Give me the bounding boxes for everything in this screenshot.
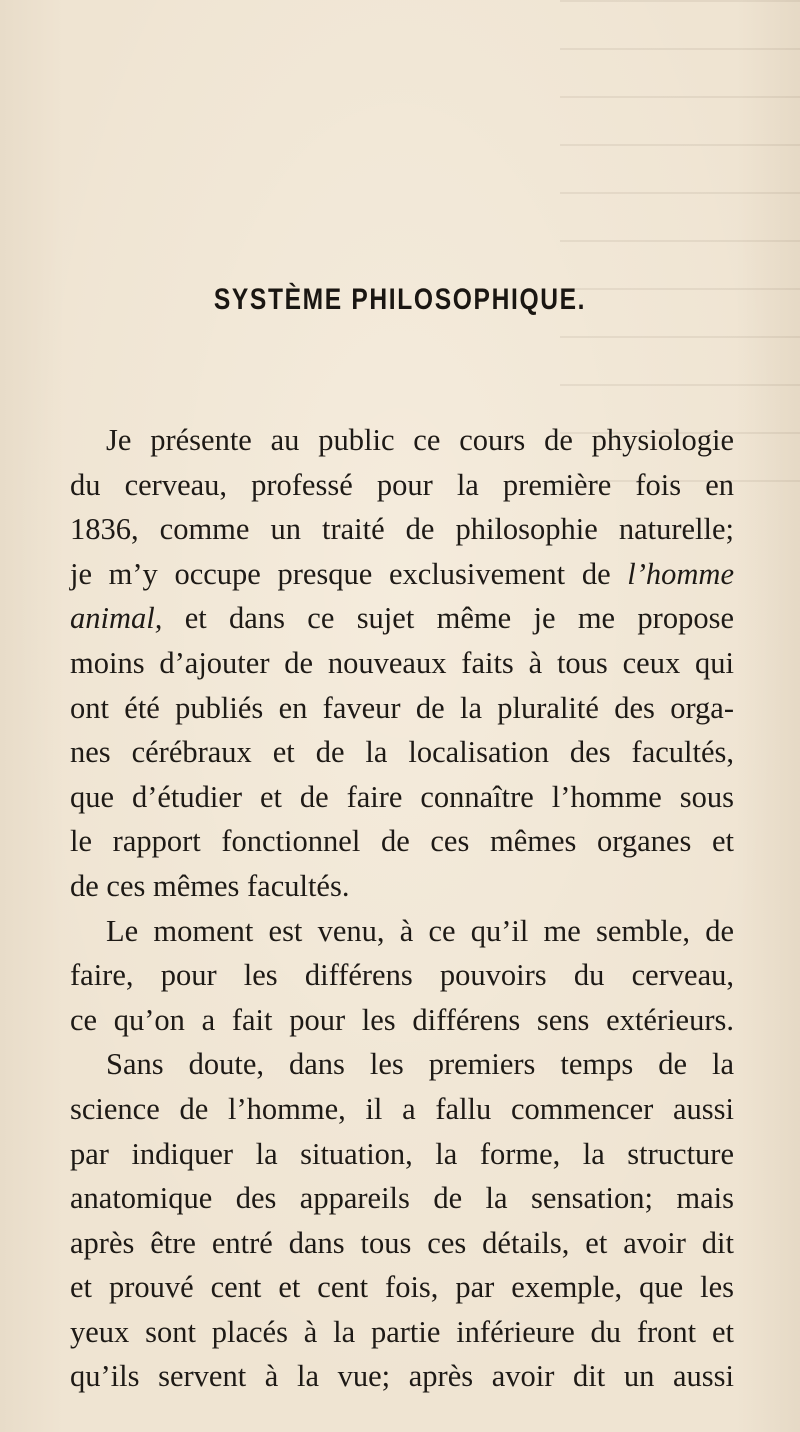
text-line: Le moment est venu, à ce qu’il me semble, de (106, 913, 734, 948)
text-line: 1836, comme un traité de philosophie naturelle; (70, 512, 734, 547)
text-line: ce qu’on a fait pour les différens sens extérieurs. (70, 1002, 734, 1037)
text-line: Je présente au public ce cours de physiologie (106, 423, 734, 457)
text-line: de ces mêmes facultés. (70, 868, 350, 903)
italic-text: animal, (70, 601, 163, 636)
text-line: le rapport fonctionnel de ces mêmes organes et (70, 824, 734, 859)
text-line: yeux sont placés à la partie inférieure du front et (70, 1314, 734, 1349)
text-line: après être entré dans tous ces détails, et avoir dit (70, 1225, 734, 1260)
text-line (70, 596, 734, 641)
text-line: Sans doute, dans les premiers temps de la (106, 1047, 734, 1082)
text-line: et prouvé cent et cent fois, par exemple, que les (70, 1270, 734, 1305)
text-line: moins d’ajouter de nouveaux faits à tous ceux qui (70, 645, 734, 680)
chapter-heading: SYSTÈME PHILOSOPHIQUE. (213, 283, 587, 316)
text-line: anatomique des appareils de la sensation; mais (70, 1181, 734, 1216)
text-fragment: et dans ce sujet même je me propose (162, 601, 734, 636)
text-line: qu’ils servent à la vue; après avoir dit un aussi (70, 1359, 734, 1394)
text-line: par indiquer la situation, la forme, la structure (70, 1136, 734, 1171)
text-line: que d’étudier et de faire connaître l’homme sous (70, 779, 734, 814)
text-line (70, 552, 734, 597)
text-line: nes cérébraux et de la localisation des facultés, (70, 735, 734, 770)
text-line: du cerveau, professé pour la première fois en (70, 467, 734, 502)
body-paragraphs (70, 418, 734, 1399)
text-line: science de l’homme, il a fallu commencer aussi (70, 1091, 734, 1126)
italic-text: l’homme (627, 556, 734, 591)
text-line: faire, pour les différens pouvoirs du cerveau, (70, 958, 734, 993)
text-fragment: je m’y occupe presque exclusivement de (70, 556, 628, 591)
text-line: ont été publiés en faveur de la pluralité des orga- (70, 690, 734, 725)
